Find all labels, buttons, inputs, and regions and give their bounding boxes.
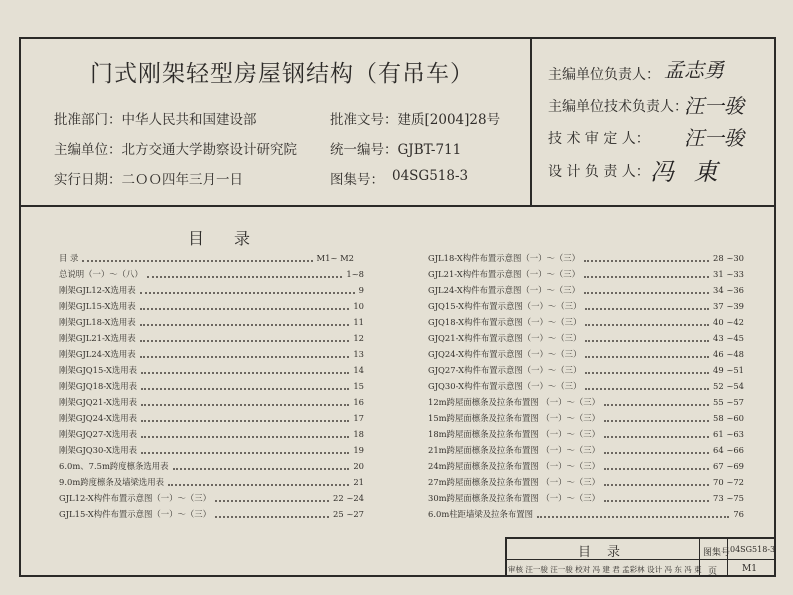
toc-entry-label: 12m跨屋面檩条及拉条布置图 （一）～（三） [428, 397, 601, 407]
toc-entry-label: 目 录 [59, 253, 79, 263]
toc-entry-page: 22 ~24 [333, 493, 364, 503]
toc-entry-label: 9.0m跨度檩条及墙梁选用表 [59, 477, 165, 487]
leader-dots [585, 371, 709, 374]
signature-role: 设 计 负 责 人： [548, 164, 650, 180]
toc-entry[interactable] [428, 251, 744, 265]
toc-entry[interactable] [428, 459, 744, 473]
leader-dots [584, 275, 709, 278]
signature-name: 汪一骏 [684, 126, 744, 150]
toc-entry-label: 18m跨屋面檩条及拉条布置图 （一）～（三） [428, 429, 601, 439]
leader-dots [585, 355, 709, 358]
toc-entry-label: 刚架GJQ18-X选用表 [59, 381, 137, 391]
toc-entry-page: 12 [353, 333, 364, 343]
toc-entry[interactable] [59, 251, 354, 265]
leader-dots [585, 307, 709, 310]
leader-dots [140, 291, 355, 294]
leader-dots [82, 259, 312, 262]
title-block-atlas-number: 04SG518-3 [730, 545, 776, 554]
toc-entry[interactable] [59, 315, 364, 329]
toc-entry-page: 34 ~36 [713, 285, 744, 295]
toc-entry-page: 76 [733, 509, 744, 519]
leader-dots [140, 339, 350, 342]
leader-dots [140, 307, 350, 310]
toc-entry[interactable] [428, 331, 744, 345]
toc-entry[interactable] [428, 379, 744, 393]
leader-dots [141, 403, 349, 406]
toc-entry-page: 73 ~75 [713, 493, 744, 503]
signature-name: 冯 東 [650, 158, 724, 186]
leader-dots [141, 371, 349, 374]
toc-entry-label: 总说明（一）～（八） [59, 269, 143, 279]
title-block-page-number: M1 [742, 564, 757, 574]
signature-role: 主编单位负责人： [548, 67, 660, 83]
toc-entry[interactable] [59, 363, 364, 377]
toc-entry-page: 16 [353, 397, 364, 407]
signature-role: 主编单位技术负责人： [548, 99, 688, 115]
toc-entry[interactable] [59, 299, 364, 313]
leader-dots [173, 467, 350, 470]
toc-entry[interactable] [59, 283, 364, 297]
leader-dots [141, 387, 349, 390]
toc-entry-page: 64 ~66 [713, 445, 744, 455]
leader-dots [537, 515, 729, 518]
toc-entry-label: 21m跨屋面檩条及拉条布置图 （一）～（三） [428, 445, 601, 455]
toc-entry-label: 刚架GJL21-X选用表 [59, 333, 136, 343]
signature-name: 孟志勇 [664, 58, 724, 82]
toc-entry[interactable] [428, 427, 744, 441]
toc-entry-page: M1~ M2 [316, 253, 354, 263]
toc-entry[interactable] [428, 363, 744, 377]
toc-entry-page: 55 ~57 [713, 397, 744, 407]
atlas-number: 04SG518-3 [392, 168, 469, 184]
toc-entry-label: GJQ27-X构件布置示意图（一）～（三） [428, 365, 582, 375]
toc-entry-page: 17 [353, 413, 364, 423]
toc-entry-page: 13 [353, 349, 364, 359]
toc-entry-label: 刚架GJQ21-X选用表 [59, 397, 137, 407]
toc-title: 目录 [188, 229, 281, 248]
toc-entry[interactable] [59, 491, 364, 505]
toc-entry-label: GJL15-X构件布置示意图（一）～（三） [59, 509, 212, 519]
toc-entry-label: 刚架GJQ24-X选用表 [59, 413, 137, 423]
toc-entry-page: 10 [353, 301, 364, 311]
toc-entry[interactable] [59, 427, 364, 441]
toc-entry[interactable] [59, 267, 364, 281]
toc-entry-label: GJL24-X构件布置示意图（一）～（三） [428, 285, 581, 295]
approval-number: 批准文号：建质[2004]28号 [330, 112, 501, 128]
toc-entry[interactable] [59, 507, 364, 521]
toc-entry[interactable] [428, 507, 744, 521]
toc-entry-label: GJQ21-X构件布置示意图（一）～（三） [428, 333, 582, 343]
toc-entry-label: 刚架GJL15-X选用表 [59, 301, 136, 311]
toc-entry-page: 70 ~72 [713, 477, 744, 487]
leader-dots [140, 355, 350, 358]
editing-unit: 主编单位：北方交通大学勘察设计研究院 [54, 142, 297, 158]
toc-entry[interactable] [59, 411, 364, 425]
toc-entry[interactable] [428, 395, 744, 409]
signature-name: 汪一骏 [684, 94, 744, 118]
toc-entry-label: 30m跨屋面檩条及拉条布置图 （一）～（三） [428, 493, 601, 503]
toc-entry-page: 37 ~39 [713, 301, 744, 311]
effective-date: 实行日期：二ＯＯ四年三月一日 [54, 172, 243, 188]
toc-entry-page: 18 [353, 429, 364, 439]
toc-entry-page: 21 [353, 477, 364, 487]
toc-entry[interactable] [428, 299, 744, 313]
leader-dots [604, 419, 709, 422]
toc-entry[interactable] [428, 443, 744, 457]
toc-entry-page: 61 ~63 [713, 429, 744, 439]
toc-entry[interactable] [59, 347, 364, 361]
toc-entry[interactable] [59, 331, 364, 345]
leader-dots [604, 499, 709, 502]
toc-entry-page: 20 [353, 461, 364, 471]
header-divider [19, 205, 776, 207]
signature-divider [530, 37, 532, 207]
toc-entry[interactable] [428, 411, 744, 425]
atlas-title: 门式刚架轻型房屋钢结构（有吊车） [90, 61, 474, 87]
toc-entry-page: 46 ~48 [713, 349, 744, 359]
leader-dots [584, 291, 709, 294]
signature-role: 技 术 审 定 人： [548, 131, 650, 147]
toc-entry[interactable] [428, 283, 744, 297]
toc-entry-label: 刚架GJL18-X选用表 [59, 317, 136, 327]
toc-entry-label: 6.0m、7.5m跨度檩条选用表 [59, 461, 169, 471]
toc-entry-page: 49 ~51 [713, 365, 744, 375]
toc-entry-label: GJL21-X构件布置示意图（一）～（三） [428, 269, 581, 279]
toc-entry-label: GJL18-X构件布置示意图（一）～（三） [428, 253, 581, 263]
toc-entry-label: 刚架GJQ27-X选用表 [59, 429, 137, 439]
leader-dots [604, 451, 709, 454]
toc-entry-page: 67 ~69 [713, 461, 744, 471]
toc-right-column [428, 251, 744, 531]
leader-dots [147, 275, 343, 278]
title-block-approvals: 审核 汪一骏 汪一骏 校对 冯 建 君 孟彩林 设计 冯 东 冯 東 [508, 565, 702, 574]
title-block-page-label: 页 [708, 567, 718, 577]
leader-dots [584, 259, 709, 262]
toc-entry-label: 15m跨屋面檩条及拉条布置图 （一）～（三） [428, 413, 601, 423]
toc-entry-label: 24m跨屋面檩条及拉条布置图 （一）～（三） [428, 461, 601, 471]
toc-entry-label: GJQ30-X构件布置示意图（一）～（三） [428, 381, 582, 391]
unified-number: 统一编号：GJBT-711 [330, 142, 462, 158]
toc-entry-page: 19 [353, 445, 364, 455]
title-block-name: 目录 [578, 545, 637, 560]
toc-entry[interactable] [59, 395, 364, 409]
toc-entry-label: GJQ18-X构件布置示意图（一）～（三） [428, 317, 582, 327]
title-block-mid [505, 559, 776, 560]
title-block-atlas-label: 图集号 [703, 548, 731, 558]
toc-entry-page: 52 ~54 [713, 381, 744, 391]
toc-entry-page: 11 [353, 317, 364, 327]
toc-entry[interactable] [428, 267, 744, 281]
leader-dots [604, 403, 709, 406]
leader-dots [604, 435, 709, 438]
leader-dots [141, 435, 349, 438]
leader-dots [215, 515, 329, 518]
toc-entry-page: 31 ~33 [713, 269, 744, 279]
atlas-number-label: 图集号： [330, 172, 384, 188]
leader-dots [604, 467, 709, 470]
toc-entry-label: GJQ15-X构件布置示意图（一）～（三） [428, 301, 582, 311]
toc-entry-page: 14 [353, 365, 364, 375]
toc-entry-label: 6.0m柱距墙梁及拉条布置图 [428, 509, 534, 519]
toc-entry-label: GJQ24-X构件布置示意图（一）～（三） [428, 349, 582, 359]
leader-dots [141, 451, 349, 454]
leader-dots [585, 339, 709, 342]
toc-entry-page: 40 ~42 [713, 317, 744, 327]
toc-entry-label: 刚架GJL12-X选用表 [59, 285, 136, 295]
toc-entry[interactable] [59, 443, 364, 457]
leader-dots [604, 483, 709, 486]
leader-dots [168, 483, 349, 486]
toc-entry-page: 1~8 [346, 269, 364, 279]
toc-left-column [59, 251, 364, 531]
toc-entry-page: 15 [353, 381, 364, 391]
title-block-left [505, 537, 507, 577]
leader-dots [585, 323, 709, 326]
toc-entry-page: 43 ~45 [713, 333, 744, 343]
toc-entry-label: 刚架GJQ15-X选用表 [59, 365, 137, 375]
toc-entry[interactable] [428, 491, 744, 505]
toc-entry-label: 刚架GJL24-X选用表 [59, 349, 136, 359]
toc-entry-label: 刚架GJQ30-X选用表 [59, 445, 137, 455]
toc-entry[interactable] [59, 459, 364, 473]
toc-entry[interactable] [59, 379, 364, 393]
leader-dots [215, 499, 329, 502]
toc-entry-page: 25 ~27 [333, 509, 364, 519]
toc-entry[interactable] [59, 475, 364, 489]
toc-entry[interactable] [428, 315, 744, 329]
toc-entry-page: 58 ~60 [713, 413, 744, 423]
toc-entry-page: 9 [358, 285, 364, 295]
toc-entry-page: 28 ~30 [713, 253, 744, 263]
toc-entry[interactable] [428, 475, 744, 489]
toc-entry-label: GJL12-X构件布置示意图（一）～（三） [59, 493, 212, 503]
approving-department: 批准部门：中华人民共和国建设部 [54, 112, 257, 128]
toc-entry[interactable] [428, 347, 744, 361]
leader-dots [140, 323, 350, 326]
leader-dots [585, 387, 709, 390]
title-block-top [505, 537, 776, 539]
toc-entry-label: 27m跨屋面檩条及拉条布置图 （一）～（三） [428, 477, 601, 487]
leader-dots [141, 419, 349, 422]
